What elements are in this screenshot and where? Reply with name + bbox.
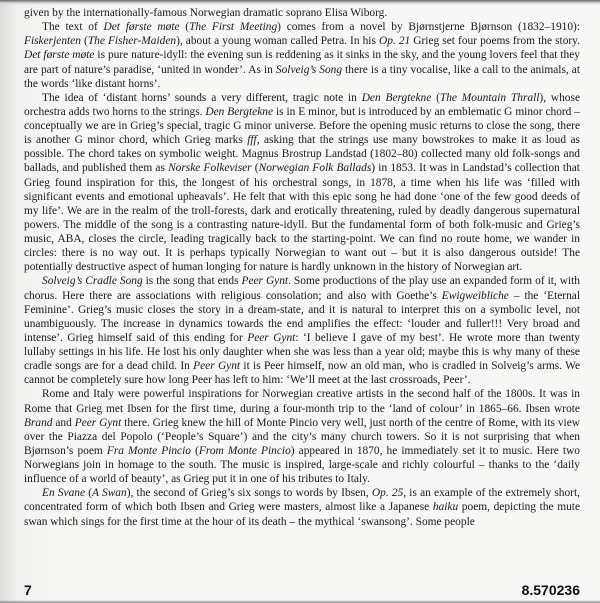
italic-title: Den Bergtekne (205, 105, 274, 118)
italic-title: Det første møte (103, 21, 180, 34)
italic-title: Solveig’s Cradle Song (42, 275, 143, 288)
italic-title: Det første møte (24, 49, 95, 62)
top-edge-shadow (0, 0, 600, 5)
text-run: ), about a young woman called Petra. In his (176, 35, 379, 48)
body-text (24, 6, 580, 529)
text-run: ( (85, 487, 93, 500)
italic-title: Norwegian Folk Ballads (258, 162, 372, 175)
text-run: ( (431, 91, 440, 104)
italic-title: Peer Gynt (193, 360, 241, 373)
text-run: ), the second of Grieg’s six songs to words by Ibsen, (126, 487, 372, 500)
text-run: is in E minor, but is introduced by an emblematic G minor chord – conceptually we are in Grieg’s special, tragic G minor universe. Before the opening music returns to close the song, there is another G minor chord, which Grieg marks (24, 105, 580, 147)
italic-title: Peer Gynt (74, 416, 122, 429)
italic-title: Solveig’s Song (275, 63, 343, 76)
text-run: The text of (42, 21, 104, 34)
text-run: : ‘I believe I gave of my best’. He wrote more than twenty lullaby settings in his life. He lost his only daughter when she was less than a year old; maybe this is why many of these cradle songs are for a dead child. In (24, 331, 581, 373)
italic-title: Fra Monte Pincio (106, 444, 191, 457)
italic-title: Den Bergtekne (361, 91, 432, 104)
text-run: , is an example of the extremely short, concentrated form of which both Ibsen and Grieg were masters, almost like a Japanese (24, 487, 580, 514)
page-footer (24, 582, 580, 598)
text-run: ), whose orchestra adds two horns to the strings. (24, 91, 580, 118)
paragraph (24, 486, 580, 528)
paragraph (24, 274, 580, 387)
italic-title: En Svane (42, 487, 86, 500)
italic-title: Brand (24, 416, 53, 429)
text-run: ( (179, 21, 190, 34)
italic-title: The First Meeting (189, 21, 278, 34)
paragraph (24, 387, 580, 486)
text-run: ( (251, 162, 259, 175)
italic-title: haiku (432, 501, 459, 514)
italic-title: Op. 21 (378, 35, 411, 48)
text-run: The idea of ‘distant horns’ sounds a very different, tragic note in (42, 91, 362, 104)
text-run: , asking that the strings use many bowstrokes to make it as loud as possible. The chord takes on symbolic weight. Magnus Brostrup Landstad (1802–80) collected many old folk-songs and ballads, and published them as (24, 134, 580, 175)
italic-title: Norske Folkeviser (168, 162, 252, 175)
italic-title: Op. 25 (371, 487, 404, 500)
italic-title: Peer Gynt (247, 331, 296, 344)
text-run: ) comes from a novel by Bjørnstjerne Bjørnson (1832–1910): (277, 21, 580, 34)
text-run: ) appeared in 1870, he immediately set it to music. Here two Norwegians join in homage to the south. The music is inspired, large-scale and richly colourful – thanks to the ‘daily influence of a world of beauty’, as Grieg put it in one of his tributes to Italy. (24, 444, 580, 486)
text-run: ( (80, 35, 88, 48)
italic-title: fff (247, 134, 257, 147)
italic-title: The Fisher-Maiden (87, 35, 177, 48)
text-run: – the ‘Eternal Feminine’. Grieg’s music closes the story in a dream-state, and it is natural to interpret this on a symbolic level, not unambiguously. The increase in dynamics towards the end amplifies the effect: ‘louder and fuller!!! Very broad and intense’. Grieg himself said of this ending for (24, 289, 580, 344)
text-run: is pure nature-idyll: the evening sun is reddening as it sinks in the sky, and the young lovers feel that they are part of nature’s paradise, ‘united in wonder’. As in (24, 49, 580, 76)
text-run: it is Peer himself, now an old man, who is cradled in Solveig’s arms. We cannot be completely sure how long Peer has left to him: ‘We’ll meet at the last crossroads, Peer’. (24, 360, 580, 387)
paragraph (24, 20, 580, 91)
italic-title: Ewigweibliche (441, 289, 509, 302)
text-run: there. Grieg knew the hill of Monte Pincio very well, just north of the centre of Rome, with its view over the Piazza del Popolo (‘People’s Square’) and the city’s many church towers. So it is not surprising that when Bjørnson’s poem (24, 416, 580, 457)
italic-title: Fiskerjenten (24, 35, 81, 48)
text-run: ( (190, 444, 199, 457)
text-run: Grieg set four poems from the story. (410, 35, 580, 48)
catalogue-number: 8.570236 (521, 582, 580, 598)
page-number: 7 (24, 582, 32, 598)
text-run: poem, depicting the mute swan which sings for the first time at the hour of its death – the mythical ‘swansong’. Some people (24, 501, 580, 528)
text-run: ) in 1853. It was in Landstad’s collection that Grieg found inspiration for this, the longest of his orchestral songs, in 1878, a time when his life was ‘filled with significant events and emotional upheavals’. He felt that with this epic song he had done ‘one of the few good deeds of my life’. We are in the realm of the troll-forests, dark and erotically threatening, ruled by deadly dangerous supernatural powers. The middle of the song is a contrasting nature-idyll. But the fundamental form of both folk-music and Grieg’s music, ABA, closes the circle, leading tragically back to the starting-point. We can find no route home, we wander in circles: there is no way out. It is perhaps typically Norwegian to want out – but it is also dangerous outside! The potentially destructive aspect of human longing for nature is hardly unknown in the history of Norwegian art. (24, 162, 580, 274)
text-run: and (52, 416, 75, 429)
paragraph (24, 6, 580, 20)
italic-title: A Swan (92, 487, 127, 500)
paragraph (24, 91, 580, 275)
text-run: . Some productions of the play use an expanded form of it, with chorus. Here there are associations with religious consolation; and also with Goethe’s (24, 275, 581, 302)
text-run: there is a tiny vocalise, like a call to the animals, at the words ‘like distant horns’. (24, 63, 581, 90)
italic-title: The Mountain Thrall (439, 91, 540, 104)
italic-title: Peer Gynt (241, 275, 289, 288)
text-run: given by the internationally-famous Norwegian dramatic soprano Elisa Wiborg. (24, 7, 388, 19)
text-run: Rome and Italy were powerful inspirations for Norwegian creative artists in the second half of the 1800s. It was in Rome that Grieg met Ibsen for the first time, during a four-month trip to the ‘land of colour’ in 1865–66. Ibsen wrote (24, 388, 580, 415)
italic-title: From Monte Pincio (198, 444, 291, 457)
text-run: is the song that ends (142, 275, 242, 288)
